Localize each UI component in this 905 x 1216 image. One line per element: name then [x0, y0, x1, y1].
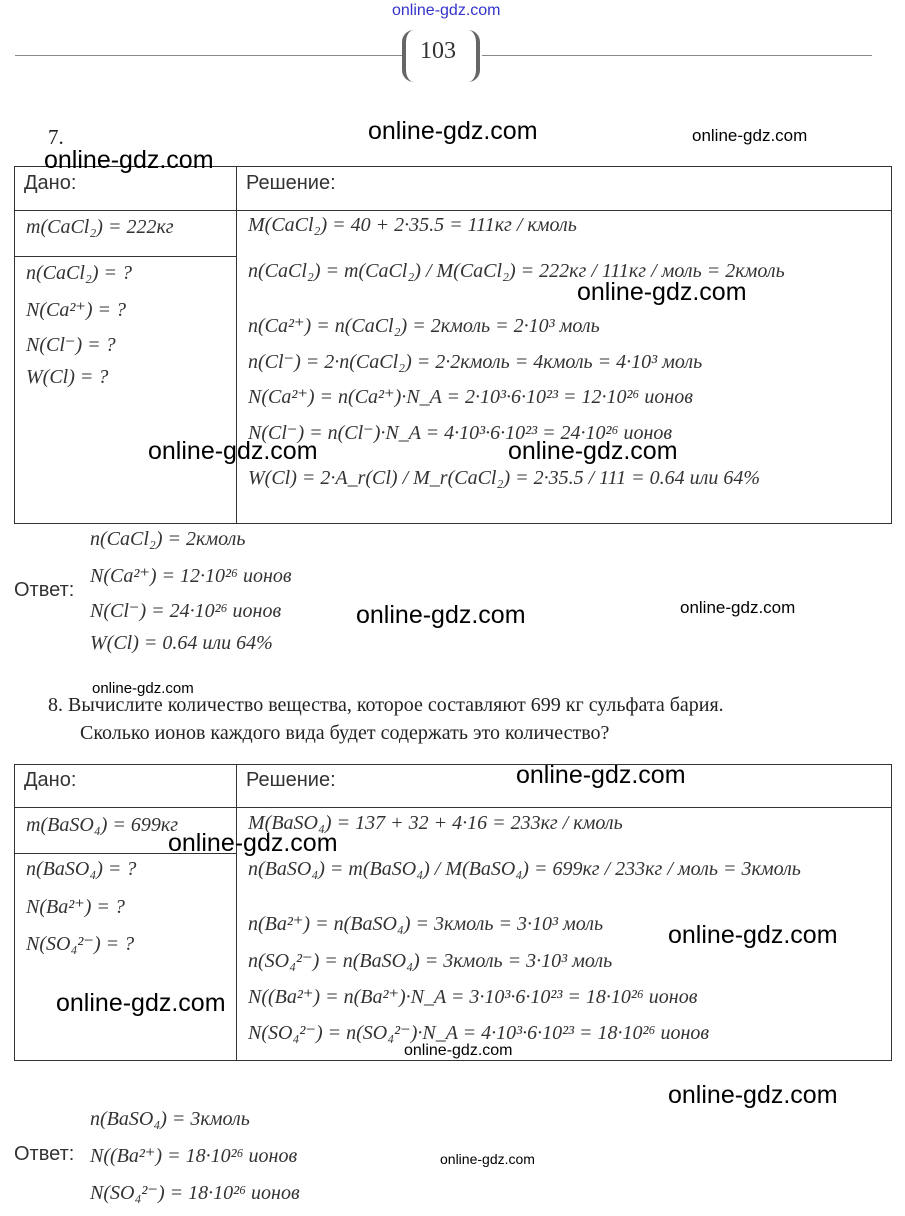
t7-right: [891, 166, 892, 524]
watermark: online-gdz.com: [356, 601, 526, 629]
watermark: online-gdz.com: [368, 117, 538, 145]
header-rule-left: [15, 55, 403, 56]
t7-sol-1: n(CaCl₂) = m(CaCl₂) / M(CaCl₂) = 222кг / 111кг / моль = 2кмоль: [248, 260, 785, 282]
watermark: online-gdz.com: [668, 1081, 838, 1109]
t8-given-0: m(BaSO₄) = 699кг: [26, 814, 179, 836]
t8-top: [14, 764, 892, 765]
t8-sol-5: N(SO₄²⁻) = n(SO₄²⁻)·N_A = 4·10³·6·10²³ = 18·10²⁶ ионов: [248, 1022, 710, 1044]
task8-line2: Сколько ионов каждого вида будет содержать это количество?: [80, 722, 610, 744]
t8-mid: [236, 764, 237, 1061]
t7-given-rule: [14, 256, 237, 257]
t8-solution-header: Решение:: [246, 769, 336, 791]
t7-sol-4: N(Ca²⁺) = n(Ca²⁺)·N_A = 2·10³·6·10²³ = 12·10²⁶ ионов: [248, 386, 693, 408]
t8-sol-3: n(SO₄²⁻) = n(BaSO₄) = 3кмоль = 3·10³ моль: [248, 950, 613, 972]
t8-answer-label: Ответ:: [14, 1143, 75, 1165]
t7-find-3: W(Cl) = ?: [26, 366, 109, 388]
watermark: online-gdz.com: [516, 761, 686, 789]
t8-sol-0: M(BaSO₄) = 137 + 32 + 4·16 = 233кг / кмоль: [248, 812, 623, 834]
watermark: online-gdz.com: [668, 921, 838, 949]
t7-sol-6: W(Cl) = 2·A_r(Cl) / M_r(CaCl₂) = 2·35.5 / 111 = 0.64 или 64%: [248, 467, 761, 489]
watermark: online-gdz.com: [680, 598, 796, 617]
page-number: 103: [420, 38, 456, 64]
site-header-link[interactable]: online-gdz.com: [392, 2, 501, 19]
watermark: online-gdz.com: [92, 680, 194, 697]
t7-left: [14, 166, 15, 524]
t8-right: [891, 764, 892, 1061]
t7-answer-3: W(Cl) = 0.64 или 64%: [90, 632, 273, 654]
t8-answer-2: N(SO₄²⁻) = 18·10²⁶ ионов: [90, 1182, 300, 1204]
t7-mid: [236, 166, 237, 524]
watermark: online-gdz.com: [577, 278, 747, 306]
watermark: online-gdz.com: [148, 437, 318, 465]
header-rule-right: [482, 55, 872, 56]
watermark: online-gdz.com: [404, 1042, 513, 1059]
t7-given-header: Дано:: [24, 172, 77, 194]
watermark: online-gdz.com: [440, 1151, 535, 1167]
t7-header-rule: [14, 210, 892, 211]
t7-solution-header: Решение:: [246, 172, 336, 194]
t7-find-0: n(CaCl₂) = ?: [26, 262, 133, 284]
t7-bottom: [14, 523, 892, 524]
t7-find-2: N(Cl⁻) = ?: [26, 334, 116, 356]
task7-number: 7.: [48, 125, 64, 149]
t8-sol-2: n(Ba²⁺) = n(BaSO₄) = 3кмоль = 3·10³ моль: [248, 913, 604, 935]
t7-given-0: m(CaCl₂) = 222кг: [26, 216, 174, 238]
t7-find-1: N(Ca²⁺) = ?: [26, 299, 127, 321]
watermark: online-gdz.com: [692, 126, 808, 145]
t8-sol-4: N((Ba²⁺) = n(Ba²⁺)·N_A = 3·10³·6·10²³ = 18·10²⁶ ионов: [248, 986, 698, 1008]
watermark: online-gdz.com: [44, 146, 214, 174]
t8-find-1: N(Ba²⁺) = ?: [26, 896, 125, 918]
t8-sol-1: n(BaSO₄) = m(BaSO₄) / M(BaSO₄) = 699кг / 233кг / моль = 3кмоль: [248, 858, 801, 880]
task8-line1: 8. Вычислите количество вещества, которое составляют 699 кг сульфата бария.: [48, 694, 724, 716]
t7-sol-3: n(Cl⁻) = 2·n(CaCl₂) = 2·2кмоль = 4кмоль = 4·10³ моль: [248, 351, 703, 373]
watermark: online-gdz.com: [168, 829, 338, 857]
t8-find-0: n(BaSO₄) = ?: [26, 858, 137, 880]
t8-find-2: N(SO₄²⁻) = ?: [26, 933, 135, 955]
t7-sol-0: M(CaCl₂) = 40 + 2·35.5 = 111кг / кмоль: [248, 214, 577, 236]
t8-header-rule: [14, 807, 892, 808]
t7-answer-label: Ответ:: [14, 579, 75, 601]
t7-sol-5: N(Cl⁻) = n(Cl⁻)·N_A = 4·10³·6·10²³ = 24·10²⁶ ионов: [248, 422, 673, 444]
t8-answer-0: n(BaSO₄) = 3кмоль: [90, 1108, 250, 1130]
watermark: online-gdz.com: [508, 437, 678, 465]
t8-bottom: [14, 1060, 892, 1061]
t7-answer-2: N(Cl⁻) = 24·10²⁶ ионов: [90, 600, 282, 622]
t7-answer-1: N(Ca²⁺) = 12·10²⁶ ионов: [90, 565, 292, 587]
t8-given-header: Дано:: [24, 769, 77, 791]
t7-sol-2: n(Ca²⁺) = n(CaCl₂) = 2кмоль = 2·10³ моль: [248, 315, 600, 337]
t7-answer-0: n(CaCl₂) = 2кмоль: [90, 528, 246, 550]
t8-left: [14, 764, 15, 1061]
t8-answer-1: N((Ba²⁺) = 18·10²⁶ ионов: [90, 1145, 298, 1167]
watermark: online-gdz.com: [56, 989, 226, 1017]
